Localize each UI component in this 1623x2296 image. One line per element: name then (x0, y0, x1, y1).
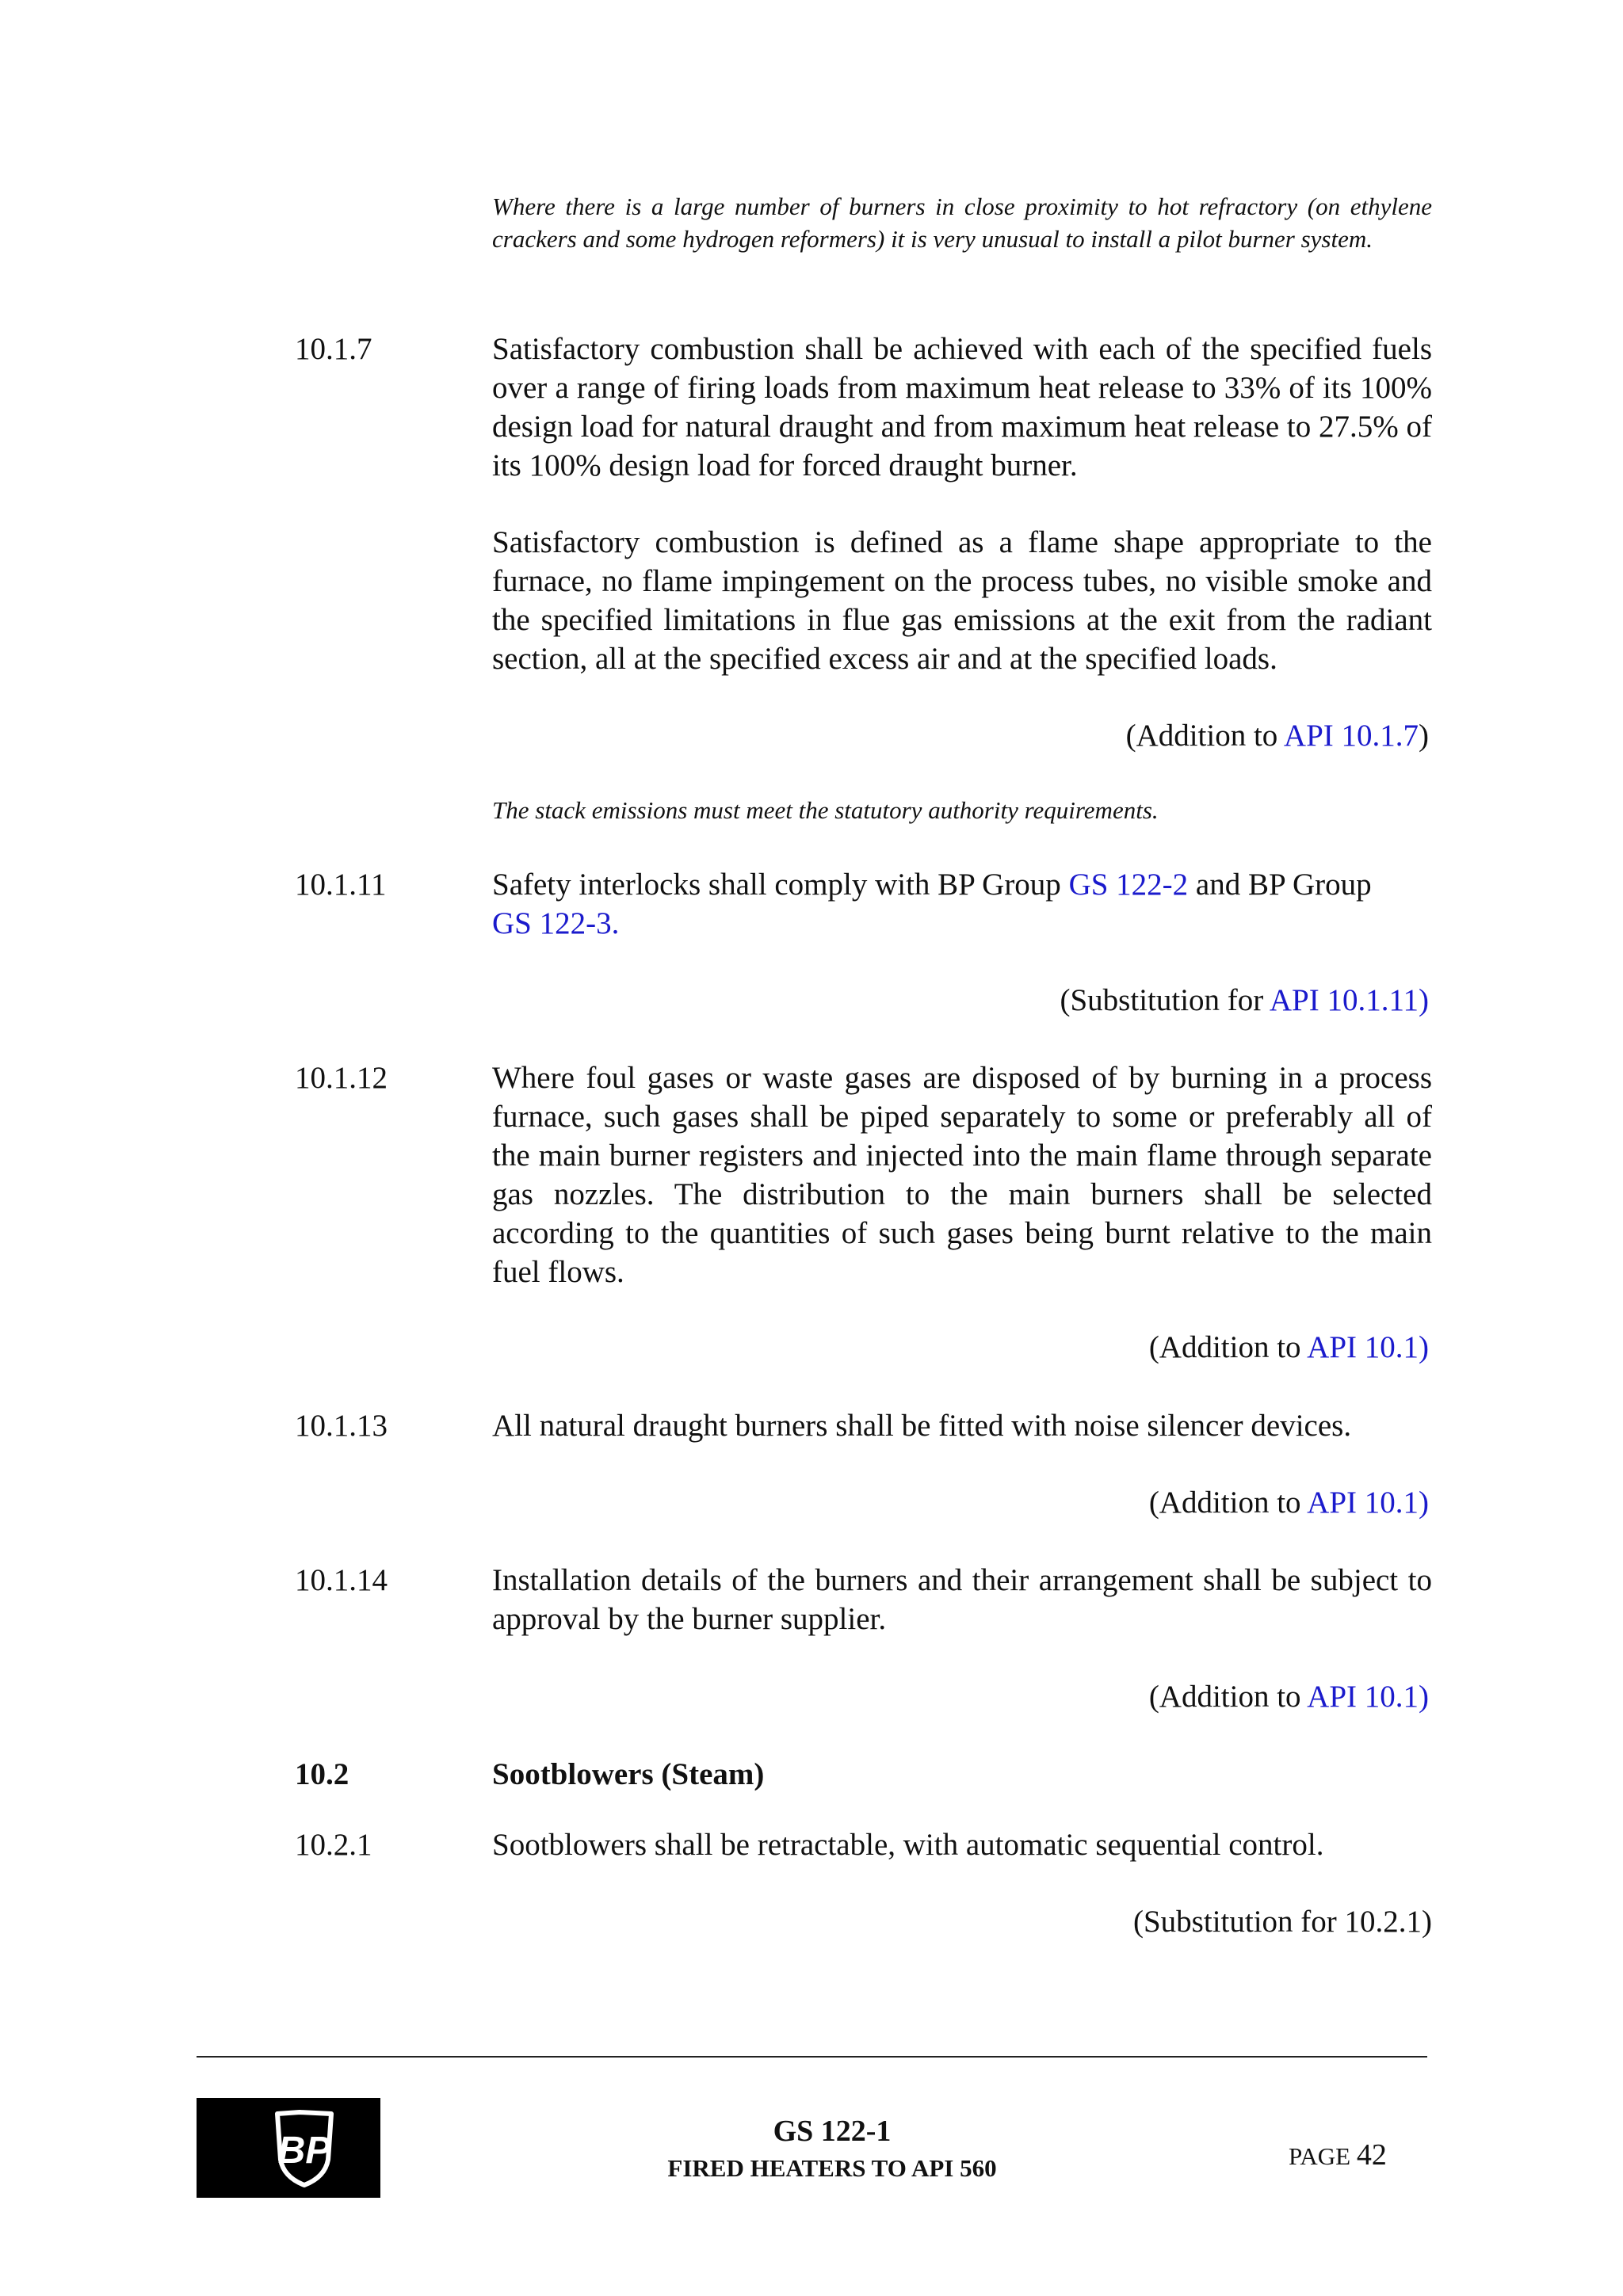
page-number-value: 42 (1356, 2138, 1387, 2172)
gs-reference-link[interactable]: GS 122-3. (492, 906, 620, 940)
clause-number: 10.1.13 (295, 1409, 388, 1443)
api-reference-link[interactable]: API 10.1) (1307, 1680, 1429, 1714)
section-number: 10.2 (295, 1757, 349, 1791)
clause-reference (1126, 716, 1429, 755)
clause-reference (1149, 1677, 1429, 1716)
reference-prefix: (Addition to (1148, 1330, 1308, 1364)
reference-prefix: (Addition to (1125, 719, 1284, 753)
clause-number: 10.1.12 (295, 1061, 388, 1095)
clause-reference (1149, 1328, 1429, 1367)
reference-prefix: (Substitution for (1060, 983, 1270, 1017)
document-code: GS 122-1 (773, 2115, 892, 2148)
section-heading: Sootblowers (Steam) (492, 1757, 765, 1791)
clause-text-part: and BP Group (1188, 868, 1372, 902)
logo-text: BP (277, 2130, 331, 2172)
clause-text: Where foul gases or waste gases are disposed of by burning in a process furnace, such gases shall be piped separately to some or preferably all of the main burner registers and injected into the main flame through separate gas nozzles. The distribution to the main burners shall be selected according to the quantities of such gases being burnt relative to the main fuel flows. (492, 1061, 1432, 1289)
reference-prefix: (Addition to (1148, 1486, 1308, 1520)
footer-divider (197, 2056, 1427, 2058)
clause-text: All natural draught burners shall be fitted with noise silencer devices. (492, 1409, 1352, 1443)
document-title: FIRED HEATERS TO API 560 (667, 2154, 997, 2182)
api-reference-link[interactable]: API 10.1) (1307, 1486, 1429, 1520)
page-number (1289, 2139, 1387, 2172)
clause-reference (1149, 1483, 1429, 1522)
clause-reference: (Substitution for 10.2.1) (1133, 1905, 1432, 1939)
clause-number: 10.2.1 (295, 1828, 372, 1862)
gs-reference-link[interactable]: GS 122-2 (1068, 868, 1189, 902)
clause-number: 10.1.14 (295, 1563, 388, 1597)
clause-text (492, 865, 1432, 943)
clause-reference (1060, 981, 1430, 1020)
api-reference-link[interactable]: API 10.1.11) (1269, 983, 1429, 1017)
italic-note-pilot-burners: Where there is a large number of burners in close proximity to hot refractory (on ethylene crackers and some hydrogen reformers) it is very unusual to install a pilot burner system. (492, 193, 1432, 253)
clause-text: Installation details of the burners and their arrangement shall be subject to approval by the burner supplier. (492, 1563, 1432, 1636)
bp-shield-icon (197, 2098, 380, 2198)
clause-text: Sootblowers shall be retractable, with automatic sequential control. (492, 1828, 1324, 1862)
clause-number: 10.1.7 (295, 332, 372, 366)
bp-logo (197, 2098, 380, 2198)
clause-text: Satisfactory combustion shall be achieved with each of the specified fuels over a range of firing loads from maximum heat release to 33% of its 100% design load for natural draught and from maximum heat release to 27.5% of its 100% design load for forced draught burner. (492, 332, 1432, 482)
clause-text-part: Safety interlocks shall comply with BP Group (492, 868, 1069, 902)
api-reference-link[interactable]: API 10.1.7 (1283, 719, 1419, 753)
clause-text: Satisfactory combustion is defined as a flame shape appropriate to the furnace, no flame impingement on the process tubes, no visible smoke and the specified limitations in flue gas emissions at the exit from the radiant section, all at the specified excess air and at the specified loads. (492, 525, 1432, 676)
page-label: PAGE (1289, 2142, 1351, 2170)
reference-prefix: (Addition to (1148, 1680, 1308, 1714)
italic-note-stack-emissions: The stack emissions must meet the statutory authority requirements. (492, 796, 1159, 824)
api-reference-link[interactable]: API 10.1) (1307, 1330, 1429, 1364)
reference-suffix: ) (1419, 719, 1429, 753)
clause-number: 10.1.11 (295, 868, 387, 902)
